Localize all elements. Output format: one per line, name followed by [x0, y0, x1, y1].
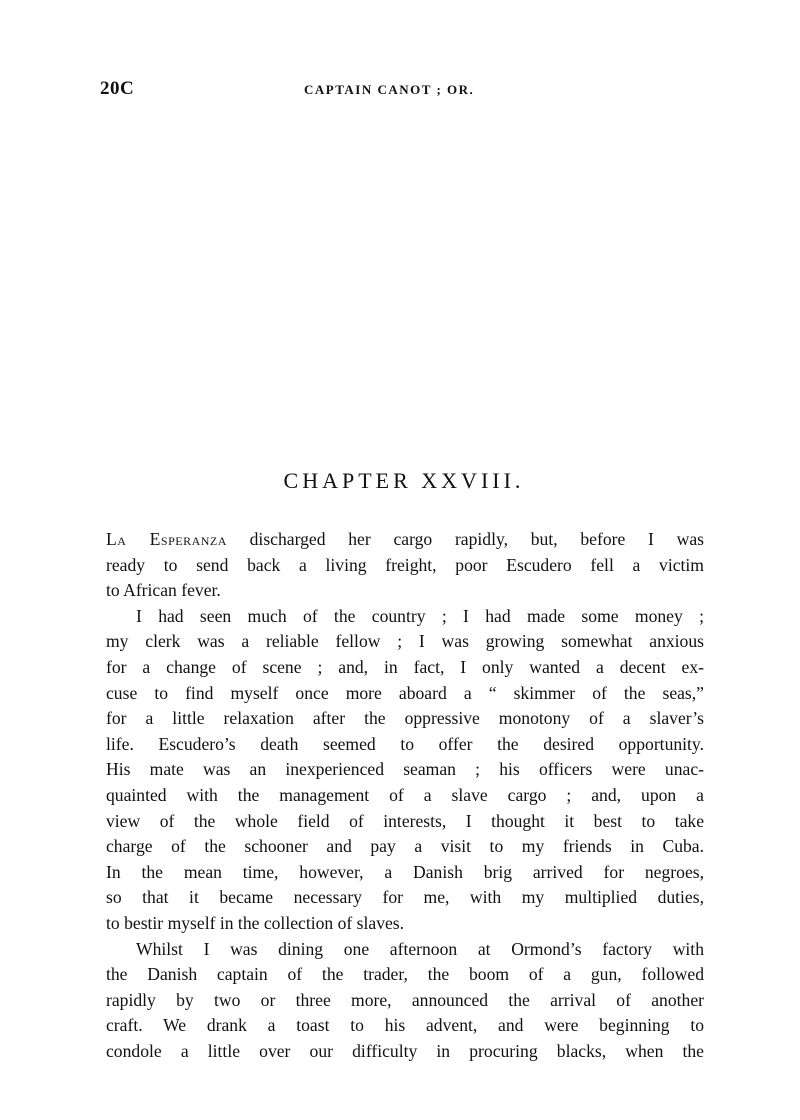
text-line: rapidly by two or three more, announced the arrival of another	[106, 989, 704, 1010]
text-line: condole a little over our difficulty in procuring blacks, when the	[106, 1040, 704, 1061]
body-text	[106, 527, 704, 1064]
text-line: for a change of scene ; and, in fact, I only wanted a decent ex-	[106, 656, 704, 677]
text-line-content: discharged her cargo rapidly, but, before I was	[226, 529, 704, 549]
text-line: view of the whole field of interests, I thought it best to take	[106, 810, 704, 831]
text-line: His mate was an inexperienced seaman ; his officers were unac-	[106, 759, 704, 780]
text-line	[106, 527, 704, 553]
text-line: quainted with the management of a slave cargo ; and, upon a	[106, 784, 704, 805]
text-line: charge of the schooner and pay a visit to my friends in Cuba.	[106, 836, 704, 857]
text-line: the Danish captain of the trader, the boom of a gun, followed	[106, 964, 704, 985]
text-line: for a little relaxation after the oppressive monotony of a slaver’s	[106, 708, 704, 729]
text-line: In the mean time, however, a Danish brig arrived for negroes,	[106, 861, 704, 882]
text-line: cuse to find myself once more aboard a “ skimmer of the seas,”	[106, 682, 704, 703]
text-line: my clerk was a reliable fellow ; I was growing somewhat anxious	[106, 631, 704, 652]
text-line: craft. We drank a toast to his advent, and were beginning to	[106, 1015, 704, 1036]
text-line: ready to send back a living freight, poor Escudero fell a victim	[106, 554, 704, 575]
running-head: CAPTAIN CANOT ; OR.	[304, 82, 475, 97]
text-line: I had seen much of the country ; I had made some money ;	[136, 605, 704, 626]
text-line: life. Escudero’s death seemed to offer the desired opportunity.	[106, 733, 704, 754]
chapter-title: CHAPTER XXVIII.	[283, 468, 525, 493]
text-line: so that it became necessary for me, with my multiplied duties,	[106, 887, 704, 908]
ship-name: La Esperanza	[106, 529, 227, 549]
page-number: 20C	[100, 78, 135, 99]
text-line: Whilst I was dining one afternoon at Ormond’s factory with	[136, 938, 704, 959]
text-line: to African fever.	[106, 580, 221, 601]
text-line: to bestir myself in the collection of slaves.	[106, 912, 405, 933]
